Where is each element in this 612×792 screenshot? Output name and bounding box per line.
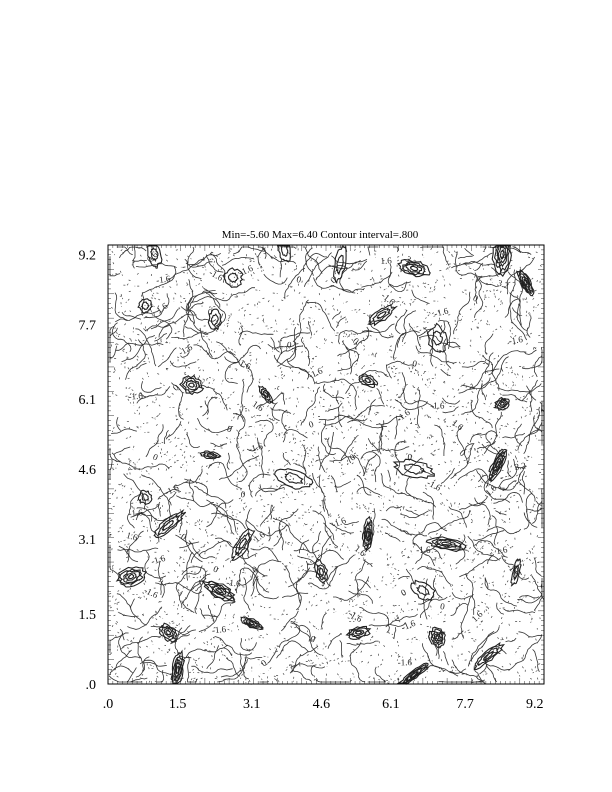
contour-label-41: 0 [179, 531, 189, 543]
y-tick-label-6: 9.2 [78, 248, 96, 264]
y-tick-label-3: 4.6 [78, 463, 96, 479]
contour-label-15: -1.6 [176, 341, 195, 358]
contour-label-12: -1.6 [379, 290, 397, 308]
contour-label-47: -1.6 [149, 552, 167, 567]
contour-label-50: -1.6 [225, 577, 242, 589]
contour-label-58: -1.6 [346, 608, 365, 625]
contour-label-49: 0 [250, 563, 260, 575]
contour-label-24: 1.6 [250, 398, 266, 414]
contour-label-32: 0 [347, 451, 357, 463]
contour-label-16: 0 [286, 339, 293, 351]
contour-label-17: 0 [350, 335, 362, 347]
contour-label-42: -1.6 [330, 515, 348, 530]
contour-label-13: -1.6 [433, 305, 450, 319]
x-tick-labels [103, 697, 544, 712]
x-tick-label-6: 9.2 [525, 697, 544, 712]
contour-label-9: 3.2 [496, 277, 511, 291]
contour-label-45: -1.6 [416, 545, 431, 556]
contour-label-8: 1.6 [494, 249, 509, 263]
contour-label-28: -1.6 [430, 400, 445, 411]
contour-label-38: 0 [239, 488, 247, 500]
contour-label-23: -1.6 [128, 390, 144, 402]
y-tick-labels [79, 248, 97, 693]
contour-label-39: 1.6 [483, 482, 499, 498]
contour-label-60: 0 [309, 633, 317, 645]
x-tick-label-0: .0 [102, 697, 114, 712]
contour-label-43: 1.6 [125, 529, 139, 543]
x-tick-label-5: 7.7 [456, 697, 474, 712]
contour-label-31: 0 [151, 451, 160, 463]
contour-label-5: 0 [328, 274, 339, 286]
contour-label-30: -1.6 [247, 440, 264, 455]
contour-label-37: -1.6 [163, 482, 181, 498]
contour-label-4: 0 [295, 274, 303, 285]
contour-label-14: 0 [471, 292, 480, 304]
contour-label-19: -1.6 [235, 356, 253, 372]
contour-label-21: 0 [411, 358, 418, 369]
x-tick-label-1: 1.5 [168, 697, 187, 712]
contour-label-51: -1.6 [504, 561, 523, 579]
contour-label-11: 0 [207, 306, 213, 318]
contour-label-26: 0 [225, 423, 234, 435]
contour-label-20: -1.6 [306, 365, 325, 381]
contour-label-0: 0.6 [144, 249, 160, 265]
contour-label-46: 1.6 [352, 543, 368, 559]
y-tick-label-2: 3.1 [78, 533, 96, 549]
y-tick-label-1: 1.5 [78, 607, 96, 623]
contour-label-35: 3.2 [513, 460, 527, 473]
contour-label-57: -1.6 [211, 623, 227, 636]
contour-label-48: 0 [211, 563, 220, 575]
contour-label-7: 3.2 [403, 253, 419, 269]
contour-label-55: 0 [439, 601, 446, 612]
contour-label-6: 1.6 [380, 255, 393, 266]
contour-label-29: 1.6 [450, 417, 466, 433]
chart-title: Min=-5.60 Max=6.40 Contour interval=.800 [221, 229, 419, 241]
contour-label-53: -1.6 [142, 584, 160, 601]
contour-label-1: -1.6 [155, 273, 171, 286]
contour-label-2: -1.6 [207, 267, 225, 283]
contour-label-59: -1.6 [399, 617, 417, 633]
contour-label-40: -1.6 [128, 507, 144, 519]
contour-label-56: 1.6 [469, 608, 485, 624]
contour-label-61: 0 [259, 657, 269, 669]
contour-label-22: 0 [170, 382, 181, 393]
contour-label-18: -1.6 [507, 334, 524, 347]
contour-label-3: -1.6 [237, 262, 255, 278]
contour-label-10: 1.6 [154, 300, 170, 316]
contour-label-52: 1.6 [495, 544, 509, 557]
x-tick-label-4: 6.1 [382, 697, 400, 712]
contour-label-44: 1.6 [251, 529, 267, 545]
contour-label-27: -1.6 [394, 407, 412, 424]
y-tick-label-5: 7.7 [78, 318, 96, 334]
contour-label-62: -1.6 [397, 657, 413, 668]
y-tick-label-4: 6.1 [78, 393, 96, 409]
y-tick-label-0: .0 [85, 678, 96, 693]
x-tick-label-3: 4.6 [312, 697, 331, 712]
contour-label-36: -1.6 [425, 477, 443, 493]
x-tick-label-2: 3.1 [243, 697, 261, 712]
contour-label-34: 0 [457, 447, 468, 459]
contour-label-25: 0 [307, 418, 315, 430]
contour-label-33: 0 [407, 451, 413, 463]
contour-label-54: 0 [399, 587, 408, 599]
